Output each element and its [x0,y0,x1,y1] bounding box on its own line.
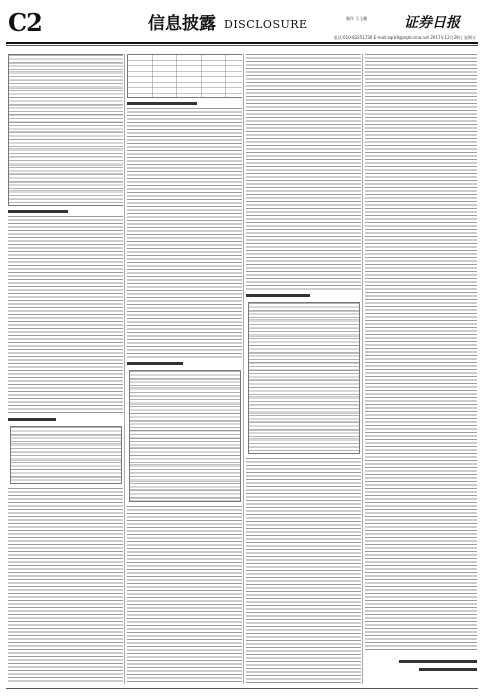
company-info-table [8,54,123,206]
data-table [127,54,242,98]
contact-line: 电话:010-83251730 E-mail:zqrb9@zqrb.sina.net 2017年12月29日 星期五 [333,35,476,40]
masthead [0,0,484,46]
text-column-4 [365,54,477,684]
text-column-1 [8,54,123,684]
section-title-en: DISCLOSURE [224,18,308,31]
section-heading [127,362,183,365]
body-text-block [127,506,242,684]
bottom-rule [6,688,478,689]
page-number: C2 [8,8,42,37]
section-heading [246,294,310,297]
body-text-block [8,488,123,684]
column-divider [243,54,244,684]
section-heading [127,102,197,105]
announcement-list-table [248,302,360,454]
matters-table [129,370,241,502]
date-line [419,668,477,671]
column-divider [124,54,125,684]
section-heading [8,418,56,421]
body-text-block [127,108,242,358]
body-text-block [246,54,361,290]
newspaper-logo: 证券日报 [404,15,460,31]
section-title: 信息披露 [148,14,216,34]
section-heading [8,210,68,213]
signature-line [399,660,477,663]
text-column-2 [127,54,242,684]
body-text-block [365,54,477,652]
masthead-subrule [6,45,478,46]
masthead-rule [6,42,478,44]
text-column-3 [246,54,361,684]
body-text-block [8,216,123,414]
column-divider [362,54,363,684]
financial-table [10,426,122,484]
body-text-block [246,458,361,684]
editor-line: 制作 王玉鹏 [346,16,368,21]
